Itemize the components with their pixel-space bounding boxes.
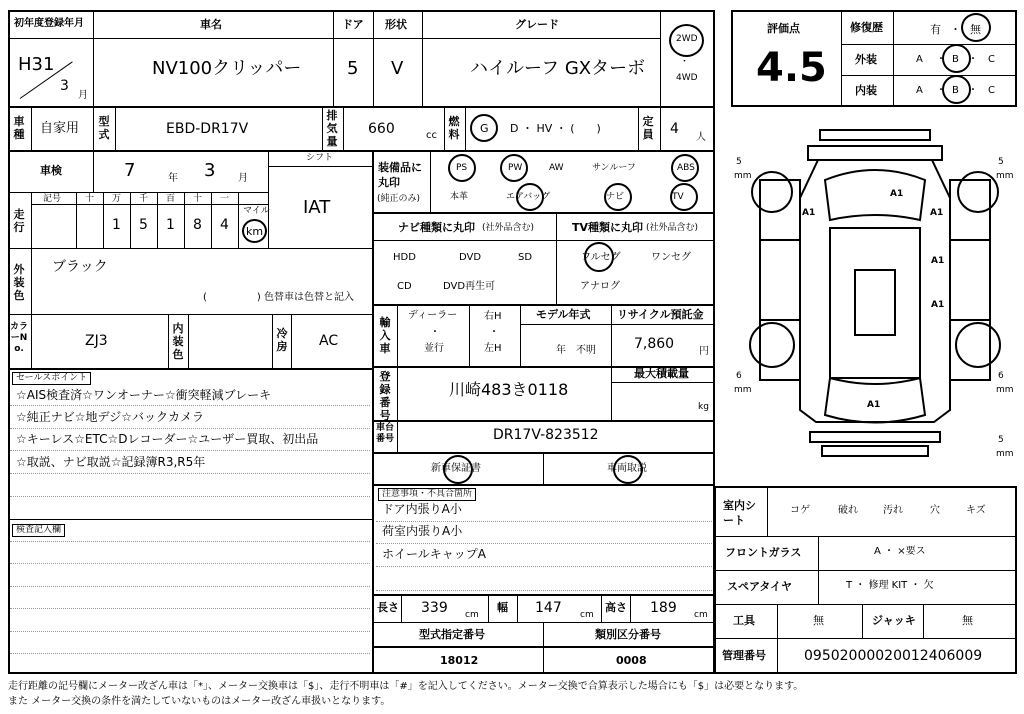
tread-rr: 6	[998, 371, 1004, 381]
repair-no: 無	[970, 23, 981, 36]
registration-month: 3	[60, 78, 69, 94]
drive-4wd: 4WD	[676, 73, 698, 83]
right-rear-door	[950, 240, 990, 320]
model-label: 型式	[98, 115, 110, 141]
width-value: 147	[535, 600, 562, 616]
fuel-label: 燃料	[448, 115, 460, 141]
car-name: NV100クリッパー	[152, 58, 302, 79]
note-line: 荷室内張りA小	[382, 524, 463, 538]
equipment-item: 本革	[450, 192, 469, 202]
seat-condition-item: 汚れ	[883, 505, 903, 516]
repair-dot: ・	[950, 23, 961, 36]
grade-value: ハイルーフ GXターボ	[470, 58, 646, 79]
management-number-label: 管理番号	[722, 649, 766, 662]
sales-points-label: セールスポイント	[12, 372, 91, 385]
import-left-h: 左H	[484, 343, 502, 354]
max-load-label: 最大積載量	[634, 367, 689, 380]
inspection-month: 3	[204, 160, 216, 181]
import-dealer: ディーラー	[408, 310, 458, 321]
tread-fl: 5	[736, 157, 742, 167]
roof	[830, 228, 920, 378]
mileage-digit: 1	[166, 217, 175, 233]
aircon-label: 冷房	[276, 327, 288, 353]
door-label: ドア	[342, 18, 364, 31]
notes-rule	[376, 590, 712, 591]
notes-label: 注意事項・不具合箇所	[378, 488, 476, 501]
right-front-wheel	[958, 172, 998, 212]
note-line: ドア内張りA小	[382, 502, 462, 516]
windshield-label: フロントガラス	[725, 546, 802, 559]
exterior-grade-b: B	[952, 54, 959, 65]
ruled-line	[10, 586, 370, 587]
damage-mark-right-front: A1	[930, 208, 944, 218]
damage-mark-right-rear: A1	[931, 300, 945, 310]
interior-grade-dot: ・	[936, 85, 946, 96]
exterior-grade-dot: ・	[968, 54, 978, 65]
import-label: 輸入車	[379, 316, 391, 355]
windshield-value: A ・ ×要ス	[874, 546, 926, 557]
rear-panel	[810, 432, 940, 442]
shift-label: シフト	[306, 153, 334, 163]
registration-year: H31	[18, 54, 55, 75]
left-rear-wheel	[750, 323, 794, 367]
usage-label: 車種	[13, 115, 25, 141]
tools-value: 無	[813, 614, 824, 627]
front-bumper	[820, 130, 930, 140]
registration-value: 川崎483き0118	[449, 380, 569, 399]
score-label: 評価点	[767, 22, 800, 35]
exterior-grade-c: C	[988, 54, 995, 65]
import-parallel: 並行	[424, 343, 444, 354]
exterior-grade-label: 外装	[855, 53, 877, 66]
damage-mark-rear: A1	[867, 400, 881, 410]
nav-dvd-play: DVD再生可	[443, 281, 496, 292]
ruled-line	[10, 631, 370, 632]
import-dot-2: ・	[489, 327, 499, 338]
ruled-line	[10, 653, 370, 654]
height-label: 高さ	[605, 601, 627, 614]
displacement-value: 660	[368, 121, 395, 137]
tv-oneseg: ワンセグ	[651, 252, 691, 263]
equipment-item: サンルーフ	[592, 163, 636, 173]
inspection-label: 車検	[40, 164, 62, 177]
mileage-digit: 1	[112, 217, 121, 233]
inspection-month-unit: 月	[238, 173, 248, 184]
cargo-floor	[855, 270, 895, 335]
recycle-unit: 円	[699, 346, 709, 357]
seat-condition-item: 破れ	[838, 505, 858, 516]
interior-color-label: 内装色	[172, 322, 184, 361]
mileage-label: 走行	[13, 208, 25, 234]
model-year-value: 年 不明	[556, 345, 596, 356]
chassis-value: DR17V-823512	[493, 427, 599, 443]
ruled-line	[10, 496, 370, 497]
exterior-color-label: 外装色	[13, 263, 25, 302]
mileage-col-header: 十	[193, 194, 203, 204]
equipment-sub: (純正のみ)	[377, 194, 421, 204]
repair-yes: 有	[930, 23, 941, 36]
ruled-line	[10, 450, 370, 451]
import-right-h: 右H	[484, 311, 502, 322]
left-rear-door	[760, 240, 800, 320]
color-code-label: カラーNo.	[10, 322, 29, 354]
tv-sub: (社外品含む)	[646, 223, 699, 233]
inspection-year-unit: 年	[168, 173, 178, 184]
door-count: 5	[347, 58, 359, 79]
mileage-digit: 4	[220, 217, 229, 233]
nav-label: ナビ種類に丸印	[398, 221, 475, 234]
aircon-value: AC	[319, 333, 339, 349]
color-code-value: ZJ3	[85, 333, 108, 349]
interior-grade-dot: ・	[968, 85, 978, 96]
sales-point-line: ☆キーレス☆ETC☆Dレコーダー☆ユーザー買取、初出品	[16, 432, 319, 446]
displacement-label: 排気量	[326, 109, 338, 148]
equipment-item: AW	[549, 163, 564, 173]
score-value: 4.5	[756, 45, 827, 91]
length-value: 339	[421, 600, 448, 616]
notes-rule	[376, 566, 712, 567]
mileage-digit: 8	[193, 217, 202, 233]
hood-front	[808, 146, 942, 160]
equipment-item: TV	[672, 192, 684, 202]
width-label: 幅	[497, 601, 508, 614]
damage-mark-left-front: A1	[802, 208, 816, 218]
tread-rr-unit: mm	[996, 385, 1014, 395]
mileage-col-header: 千	[139, 194, 149, 204]
seat-condition-item: キズ	[966, 505, 986, 516]
nav-sub: (社外品含む)	[482, 223, 535, 233]
exterior-grade-dot: ・	[936, 54, 946, 65]
displacement-unit: cc	[426, 130, 437, 141]
tread-spare-unit: mm	[996, 449, 1014, 459]
fuel-g: G	[480, 122, 489, 135]
damage-mark-right-door: A1	[931, 256, 945, 266]
interior-grade-label: 内装	[855, 84, 877, 97]
footer-note-2: また メーター交換の条件を満たしていないものはメーター改ざん車扱いとなります。	[8, 696, 391, 707]
tread-fl-unit: mm	[734, 171, 752, 181]
nav-cd: CD	[397, 281, 412, 292]
ruled-line	[10, 405, 370, 406]
body-outline	[800, 160, 950, 422]
equipment-item: PS	[456, 163, 468, 173]
recycle-label: リサイクル預託金	[617, 308, 704, 321]
interior-grade-a: A	[916, 85, 923, 96]
type-number-value: 18012	[440, 654, 479, 667]
capacity-label: 定員	[642, 115, 654, 141]
damage-mark-hood: A1	[890, 189, 904, 199]
seat-condition-item: コゲ	[790, 505, 810, 516]
width-unit: cm	[580, 610, 594, 620]
model-value: EBD-DR17V	[166, 121, 249, 137]
interior-grade-b: B	[952, 85, 959, 96]
repair-history-label: 修復歴	[850, 21, 883, 34]
mileage-col-header: 十	[85, 194, 95, 204]
warranty-label: 新車保証書	[431, 463, 481, 474]
tools-label: 工具	[733, 614, 755, 627]
equipment-item: エアバッグ	[506, 192, 551, 202]
note-line: ホイールキャップA	[382, 547, 486, 561]
mileage-mark-header: 記号	[43, 194, 62, 204]
shape-label: 形状	[385, 18, 407, 31]
sales-point-line: ☆AIS検査済☆ワンオーナー☆衝突軽減ブレーキ	[16, 388, 272, 402]
class-number-value: 0008	[616, 654, 647, 667]
ruled-line	[10, 541, 370, 542]
ruled-line	[10, 473, 370, 474]
inspector-notes-label: 検査記入欄	[12, 524, 65, 537]
tv-analog: アナログ	[580, 281, 620, 292]
import-dot: ・	[430, 327, 440, 338]
right-rear-wheel	[956, 323, 1000, 367]
grade-label: グレード	[515, 18, 559, 31]
equipment-item: PW	[508, 163, 523, 173]
first-registration-label: 初年度登録年月	[14, 18, 84, 29]
shape-value: V	[391, 58, 404, 79]
color-change-note: ( ) 色替車は色替と記入	[203, 292, 354, 303]
inspection-year: 7	[124, 160, 136, 181]
mileage-col-header: 一	[220, 194, 230, 204]
usage-value: 自家用	[40, 121, 80, 136]
tread-rl: 6	[736, 371, 742, 381]
left-front-wheel	[752, 172, 792, 212]
ruled-line	[10, 428, 370, 429]
sales-point-line: ☆純正ナビ☆地デジ☆バックカメラ	[16, 410, 205, 424]
type-number-label: 型式指定番号	[419, 628, 485, 641]
mileage-col-header: 百	[166, 194, 176, 204]
max-load-unit: kg	[698, 402, 709, 412]
registration-month-unit: 月	[78, 90, 88, 101]
tv-fullseg: フルセグ	[581, 252, 621, 263]
recycle-value: 7,860	[634, 336, 675, 352]
mileage-unit-km: km	[246, 225, 264, 238]
footer-note-1: 走行距離の記号欄にメーター改ざん車は「*」、メーター交換車は「$」、走行不明車は「#」を記入してください。メーター交換で合算表示した場合にも「$」は必要となります。	[8, 681, 804, 692]
notes-rule	[376, 543, 712, 544]
capacity-unit: 人	[696, 132, 706, 143]
interior-grade-c: C	[988, 85, 995, 96]
tread-spare: 5	[998, 435, 1004, 445]
height-value: 189	[650, 600, 677, 616]
spare-tire-value: T ・ 修理 KIT ・ 欠	[846, 580, 934, 591]
nav-dvd: DVD	[459, 252, 482, 263]
exterior-color-value: ブラック	[52, 259, 108, 275]
equipment-label: 装備品に丸印	[378, 161, 422, 189]
shift-value: IAT	[303, 197, 331, 218]
model-year-label: モデル年式	[536, 308, 591, 321]
class-number-label: 類別区分番号	[595, 628, 661, 641]
height-unit: cm	[694, 610, 708, 620]
nav-sd: SD	[518, 252, 533, 263]
tv-label: TV種類に丸印	[572, 221, 644, 234]
drive-dot: ・	[680, 57, 690, 67]
equipment-item: ナビ	[606, 192, 625, 202]
car-name-label: 車名	[200, 18, 222, 31]
rear-bumper	[822, 446, 928, 456]
chassis-label: 車台番号	[375, 423, 394, 444]
fuel-options: D ・ HV ・ ( )	[510, 122, 601, 135]
jack-value: 無	[962, 614, 973, 627]
registration-label: 登録番号	[379, 370, 391, 422]
drive-2wd: 2WD	[676, 34, 698, 44]
manual-label: 車両取説	[607, 463, 647, 474]
interior-seat-label: 室内シート	[723, 499, 756, 527]
spare-tire-label: スペアタイヤ	[727, 580, 793, 593]
exterior-grade-a: A	[916, 54, 923, 65]
seat-condition-item: 穴	[930, 505, 940, 516]
tread-fr-unit: mm	[996, 171, 1014, 181]
equipment-item: ABS	[677, 163, 695, 173]
ruled-line	[10, 563, 370, 564]
windshield	[825, 170, 925, 220]
sales-point-line: ☆取説、ナビ取説☆記録簿R3,R5年	[16, 455, 206, 469]
notes-rule	[376, 521, 712, 522]
ruled-line	[10, 608, 370, 609]
tread-fr: 5	[998, 157, 1004, 167]
tread-rl-unit: mm	[734, 385, 752, 395]
length-unit: cm	[465, 610, 479, 620]
length-label: 長さ	[377, 601, 399, 614]
management-number-value: 09502000020012406009	[804, 648, 983, 664]
nav-hdd: HDD	[393, 252, 416, 263]
jack-label: ジャッキ	[872, 614, 916, 627]
capacity-value: 4	[670, 121, 679, 137]
mileage-unit-mile: マイル	[243, 206, 270, 216]
mileage-col-header: 万	[112, 194, 122, 204]
mileage-digit: 5	[139, 217, 148, 233]
car-damage-diagram	[730, 120, 1020, 476]
